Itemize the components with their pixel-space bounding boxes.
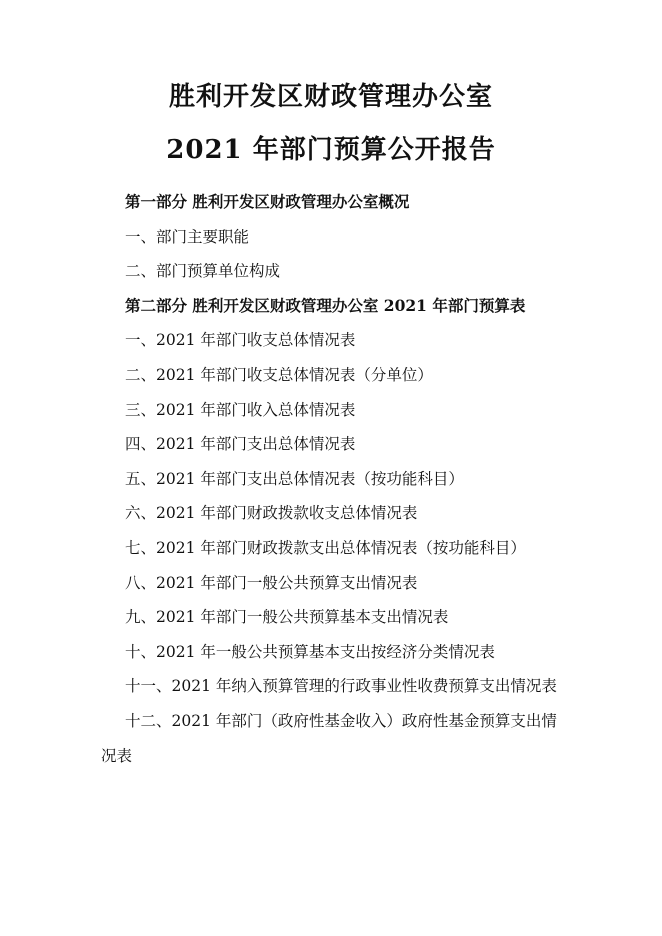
report-title-line-1: 胜利开发区财政管理办公室 <box>168 82 493 112</box>
toc-item: 四、2021 年部门支出总体情况表 <box>125 435 356 454</box>
toc-item: 二、2021 年部门收支总体情况表（分单位） <box>125 365 433 384</box>
report-title-line-2: 2021 年部门预算公开报告 <box>166 135 496 165</box>
toc-item: 八、2021 年部门一般公共预算支出情况表 <box>125 573 418 592</box>
toc-item: 十、2021 年一般公共预算基本支出按经济分类情况表 <box>125 642 495 661</box>
toc-item: 十一、2021 年纳入预算管理的行政事业性收费预算支出情况表 <box>125 677 557 696</box>
toc-section-part-2: 第二部分 胜利开发区财政管理办公室 2021 年部门预算表 <box>125 295 526 315</box>
toc-item: 一、部门主要职能 <box>125 227 250 246</box>
toc-item: 三、2021 年部门收入总体情况表 <box>125 400 356 419</box>
table-of-contents <box>101 185 563 773</box>
toc-item: 七、2021 年部门财政拨款支出总体情况表（按功能科目） <box>125 538 526 557</box>
toc-item: 六、2021 年部门财政拨款收支总体情况表 <box>125 504 418 523</box>
toc-item: 五、2021 年部门支出总体情况表（按功能科目） <box>125 469 464 488</box>
toc-item: 二、部门预算单位构成 <box>125 262 281 281</box>
toc-section-part-1: 第一部分 胜利开发区财政管理办公室概况 <box>125 192 410 211</box>
toc-item: 十二、2021 年部门（政府性基金收入）政府性基金预算支出情况表 <box>101 711 557 765</box>
toc-item: 一、2021 年部门收支总体情况表 <box>125 331 356 350</box>
toc-item: 九、2021 年部门一般公共预算基本支出情况表 <box>125 608 449 627</box>
